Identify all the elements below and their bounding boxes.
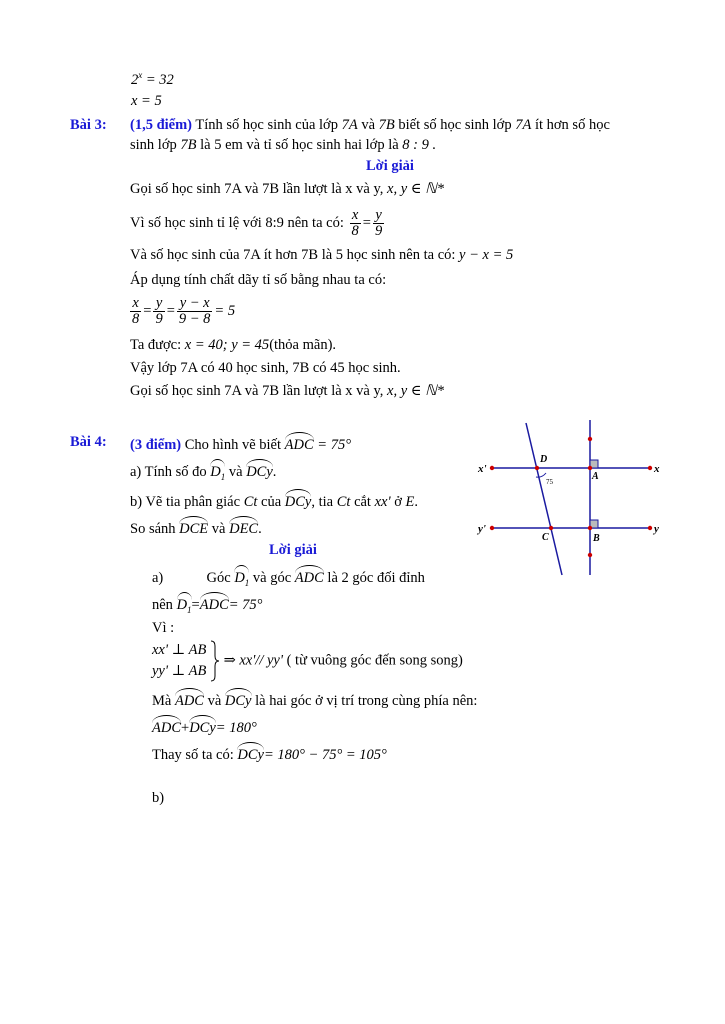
bai4-label: Bài 4: — [70, 434, 107, 450]
bai4-sum-line: ADC+DCy= 180° — [152, 717, 257, 737]
top-equation-2: x = 5 — [131, 93, 162, 109]
bai3-step6: Ta được: x = 40; y = 45(thỏa mãn). — [130, 337, 337, 353]
bai4-substitution-line: Thay số ta có: DCy= 180° − 75° = 105° — [152, 744, 387, 764]
bai3-step5: $\frac{x}{8}$ = $\frac{y}{9}$ = $\frac{y - x}{9 - 8}$ = 5 — [132, 295, 236, 327]
bai4-question-a: a) Tính số đo $D_1$ và DCy. — [130, 461, 276, 482]
label-c: C — [542, 532, 549, 543]
point-x-prime — [490, 466, 494, 470]
bai4-question-b: b) Vẽ tia phân giác Ct của DCy, tia Ct cắt xx' ở E. — [130, 491, 418, 511]
bai3-step2: Vì số học sinh tỉ lệ với 8:9 nên ta có: $\frac{x}{8}$ = $\frac{y}{9}$ — [130, 207, 383, 239]
bai4-solution-title: Lời giải — [269, 542, 317, 558]
bai4-vi: Vì : — [152, 620, 175, 636]
point-d — [535, 466, 539, 470]
bai4-question-intro: (3 điểm) Cho hình vẽ biết ADC = 75° — [130, 434, 351, 454]
point-y — [648, 526, 652, 530]
point-x — [648, 466, 652, 470]
bai4-perp-system: xx' ⊥ AB yy' ⊥ AB ⇒ xx'// yy' ( từ vuông góc đến song song) — [152, 640, 463, 682]
bai4-question-c: So sánh DCE và DEC. — [130, 518, 262, 538]
bai3-step4: Áp dụng tính chất dãy tỉ số bằng nhau ta có: — [130, 272, 387, 288]
point-bottom — [588, 553, 592, 557]
brace-icon — [210, 640, 220, 682]
bai3-step1: Gọi số học sinh 7A và 7B lần lượt là x và y, x, y ∈ ℕ* — [130, 181, 445, 197]
point-y-prime — [490, 526, 494, 530]
label-y: y — [654, 523, 659, 535]
bai3-step7: Vậy lớp 7A có 40 học sinh, 7B có 45 học sinh. — [130, 360, 401, 376]
label-x: x — [654, 463, 660, 475]
point-b — [588, 526, 592, 530]
bai4-a-line1: a) Góc $D_1$ và góc ADC là 2 góc đối đỉnh — [152, 567, 425, 588]
bai3-step3: Và số học sinh của 7A ít hơn 7B là 5 học sinh nên ta có: y − x = 5 — [130, 247, 514, 263]
transversal-line — [526, 423, 562, 575]
bai3-question-line2: sinh lớp 7B là 5 em và tỉ số học sinh hai lớp là 8 : 9 . — [130, 137, 437, 153]
point-c — [549, 526, 553, 530]
bai3-label: Bài 3: — [70, 117, 107, 133]
bai3-solution-title: Lời giải — [366, 158, 414, 174]
label-angle: 75 — [546, 478, 553, 486]
label-b: B — [593, 533, 600, 544]
point-a — [588, 466, 592, 470]
bai4-a-line2: nên $D_1=ADC= 75^\circ$ — [152, 594, 262, 615]
point-top — [588, 437, 592, 441]
bai4-b-label: b) — [152, 790, 165, 806]
top-equation-1: 2$^x$ = 32 — [131, 70, 174, 88]
label-y-prime: y' — [478, 523, 486, 535]
label-d: D — [540, 454, 548, 465]
geometry-figure — [470, 415, 670, 580]
label-x-prime: x' — [478, 463, 487, 475]
label-a: A — [592, 471, 599, 482]
bai3-step8: Gọi số học sinh 7A và 7B lần lượt là x và y, x, y ∈ ℕ* — [130, 383, 445, 399]
bai4-ma-line: Mà ADC và DCy là hai góc ở vị trí trong cùng phía nên: — [152, 690, 477, 710]
bai3-question-line1: (1,5 điểm) Tính số học sinh của lớp 7A và 7B biết số học sinh lớp 7A ít hơn số học — [130, 117, 610, 133]
